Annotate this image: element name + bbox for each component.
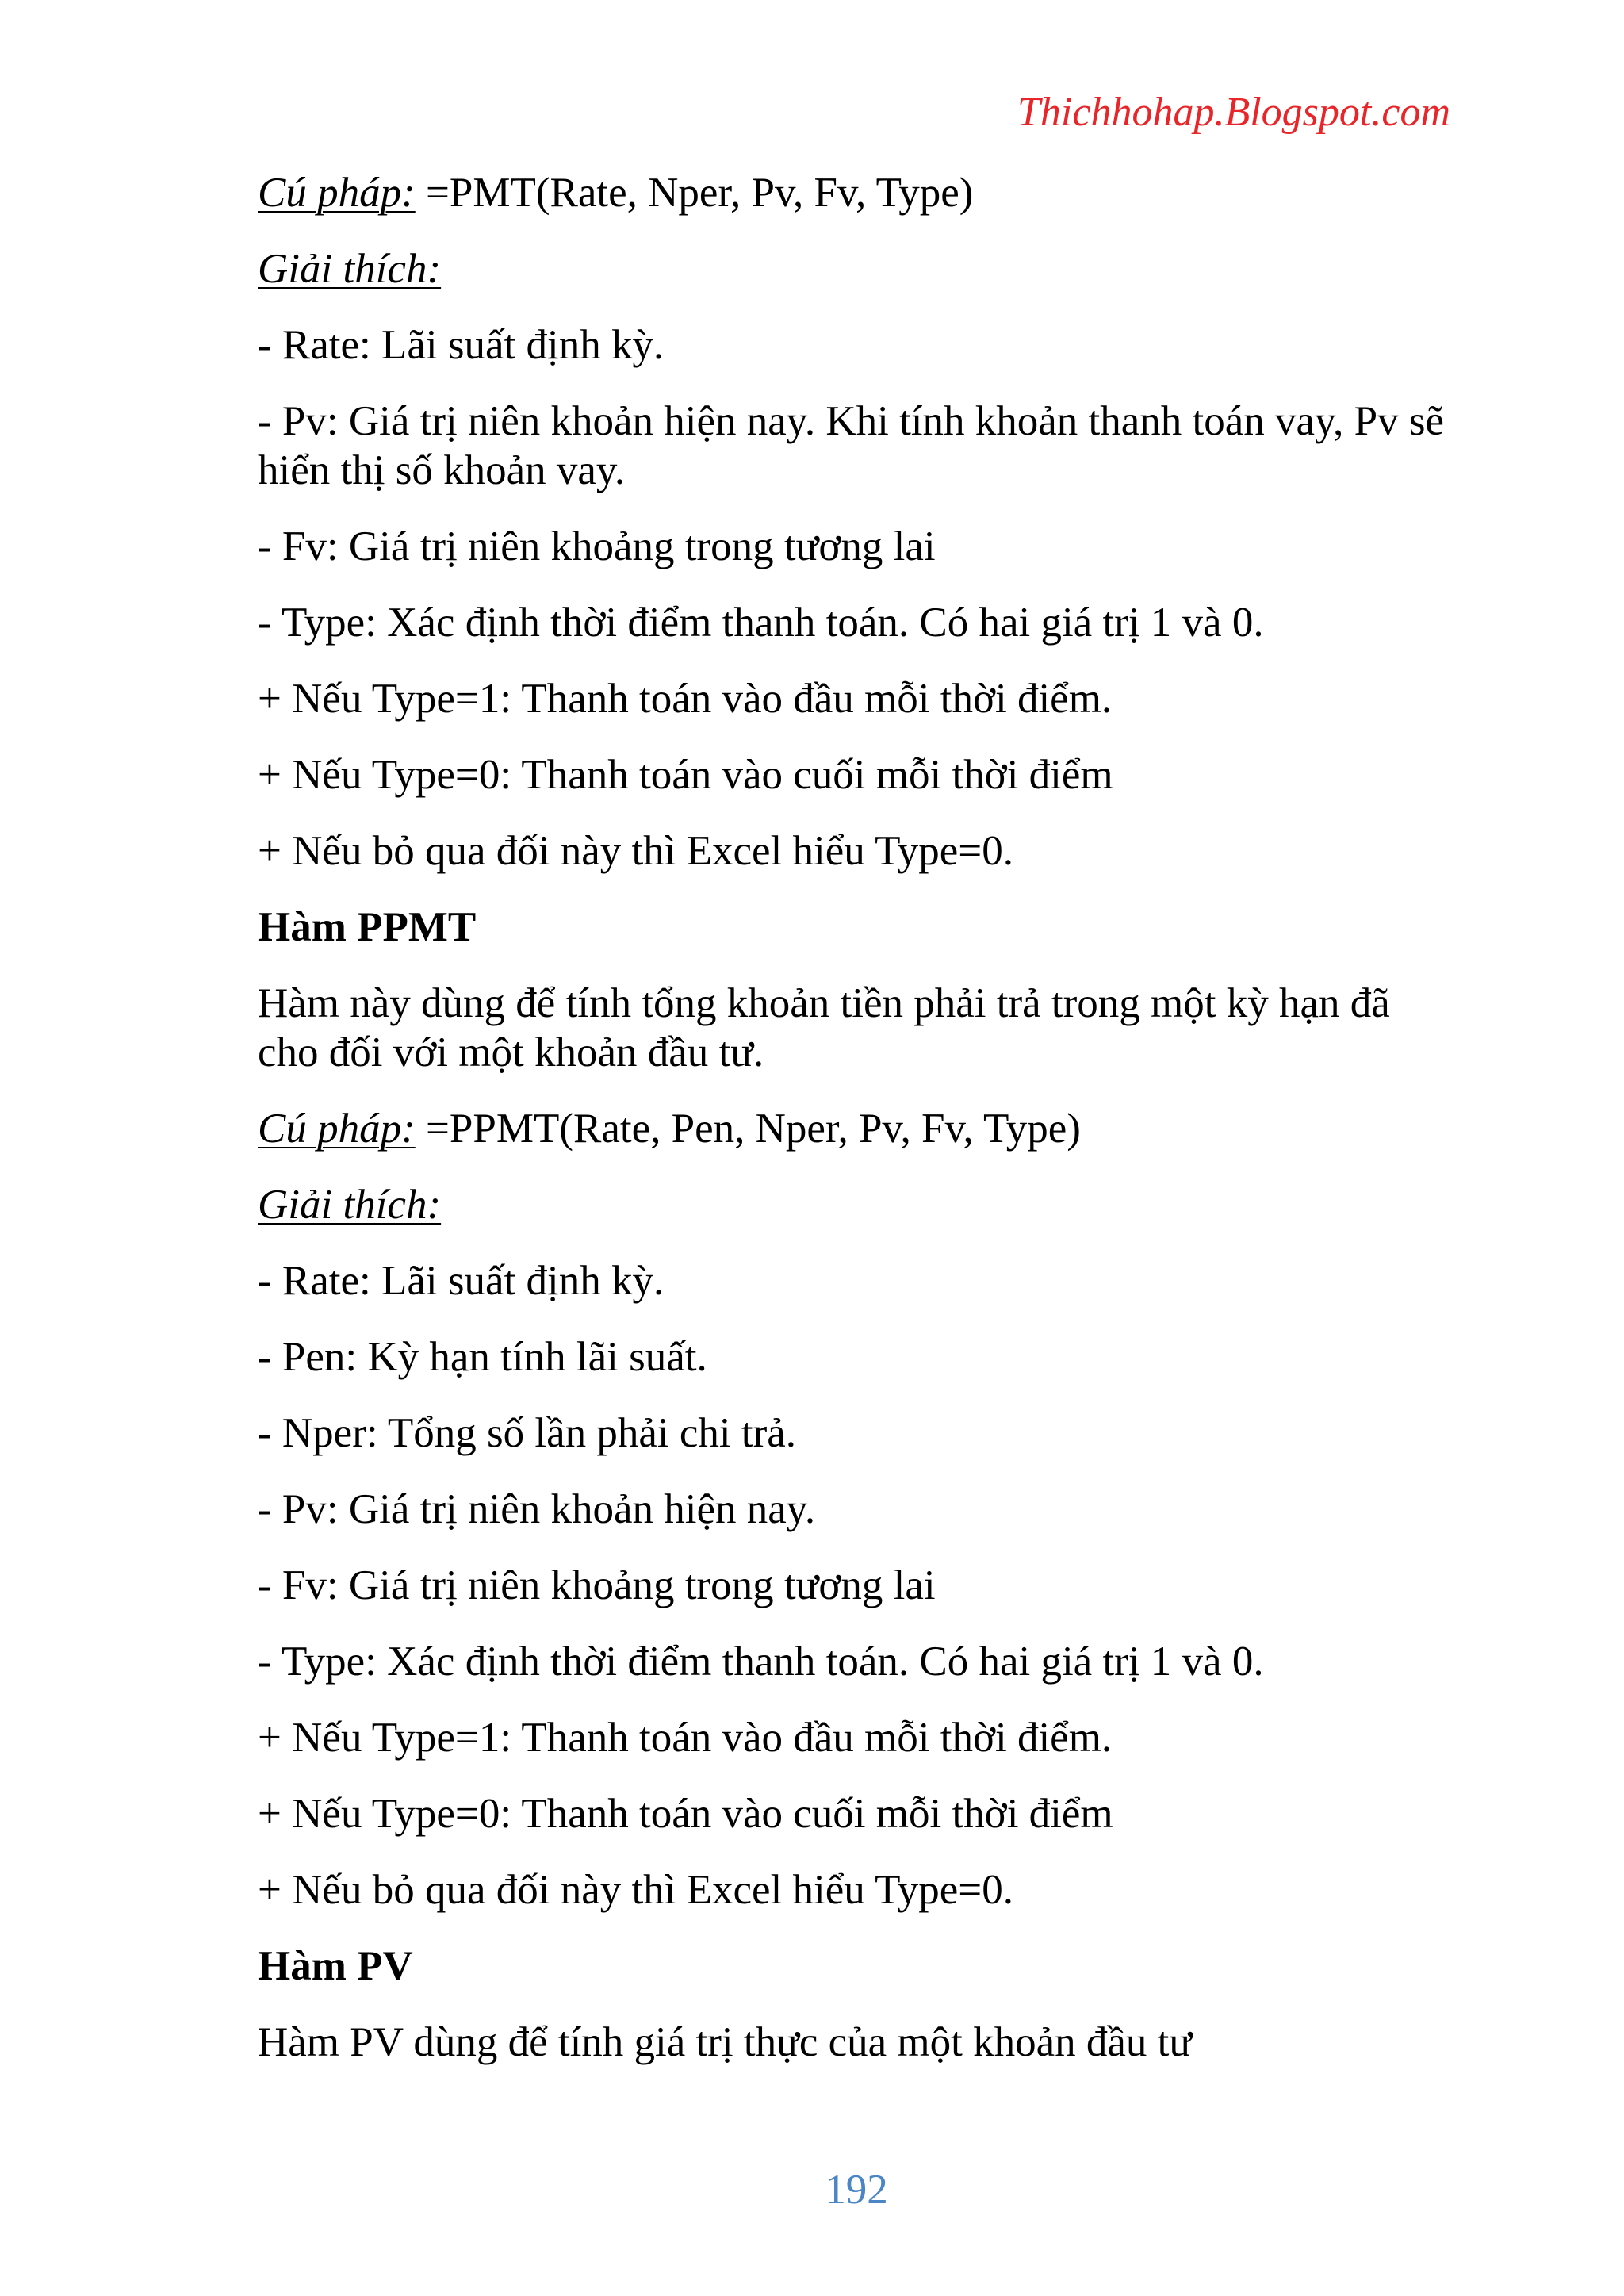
pv-heading: Hàm PV (258, 1943, 413, 1989)
page-content (258, 168, 1455, 2094)
pmt-item: + Nếu Type=1: Thanh toán vào đầu mỗi thời điểm. (258, 676, 1113, 722)
ppmt-item: - Rate: Lãi suất định kỳ. (258, 1258, 665, 1304)
ppmt-item: - Fv: Giá trị niên khoảng trong tương lai (258, 1562, 936, 1608)
page-number: 192 (825, 2167, 888, 2213)
ppmt-item: - Nper: Tổng số lần phải chi trả. (258, 1410, 797, 1456)
pmt-item: + Nếu bỏ qua đối này thì Excel hiểu Type=0. (258, 828, 1013, 874)
site-header-link: Thichhohap.Blogspot.com (1017, 90, 1450, 135)
ppmt-item: + Nếu bỏ qua đối này thì Excel hiểu Type=0. (258, 1867, 1013, 1913)
ppmt-description: Hàm này dùng để tính tổng khoản tiền phải trả trong một kỳ hạn đã cho đối với một khoản đầu tư. (258, 980, 1390, 1075)
pv-description: Hàm PV dùng để tính giá trị thực của một khoản đầu tư (258, 2019, 1193, 2065)
ppmt-syntax-label: Cú pháp: (258, 1106, 416, 1152)
pmt-item: - Pv: Giá trị niên khoản hiện nay. Khi tính khoản thanh toán vay, Pv sẽ hiển thị số khoản vay. (258, 398, 1445, 493)
pmt-syntax-label: Cú pháp: (258, 170, 416, 216)
pmt-explain-label: Giải thích: (258, 246, 442, 292)
ppmt-item: - Pv: Giá trị niên khoản hiện nay. (258, 1486, 816, 1532)
pmt-syntax-text: =PMT(Rate, Nper, Pv, Fv, Type) (415, 170, 974, 216)
ppmt-explain-label: Giải thích: (258, 1182, 442, 1228)
pmt-item: - Type: Xác định thời điểm thanh toán. Có hai giá trị 1 và 0. (258, 600, 1264, 646)
ppmt-item: - Pen: Kỳ hạn tính lãi suất. (258, 1334, 707, 1380)
pmt-explain (258, 244, 1455, 293)
ppmt-explain (258, 1180, 1455, 1229)
ppmt-syntax (258, 1104, 1455, 1153)
pmt-item: - Rate: Lãi suất định kỳ. (258, 322, 665, 368)
pmt-item: + Nếu Type=0: Thanh toán vào cuối mỗi thời điểm (258, 752, 1113, 798)
ppmt-syntax-text: =PPMT(Rate, Pen, Nper, Pv, Fv, Type) (415, 1106, 1081, 1152)
ppmt-heading: Hàm PPMT (258, 904, 477, 950)
ppmt-item: + Nếu Type=0: Thanh toán vào cuối mỗi thời điểm (258, 1791, 1113, 1837)
ppmt-item: - Type: Xác định thời điểm thanh toán. Có hai giá trị 1 và 0. (258, 1639, 1264, 1685)
pmt-item: - Fv: Giá trị niên khoảng trong tương lai (258, 523, 936, 569)
ppmt-item: + Nếu Type=1: Thanh toán vào đầu mỗi thời điểm. (258, 1715, 1113, 1761)
pmt-syntax (258, 168, 1455, 217)
